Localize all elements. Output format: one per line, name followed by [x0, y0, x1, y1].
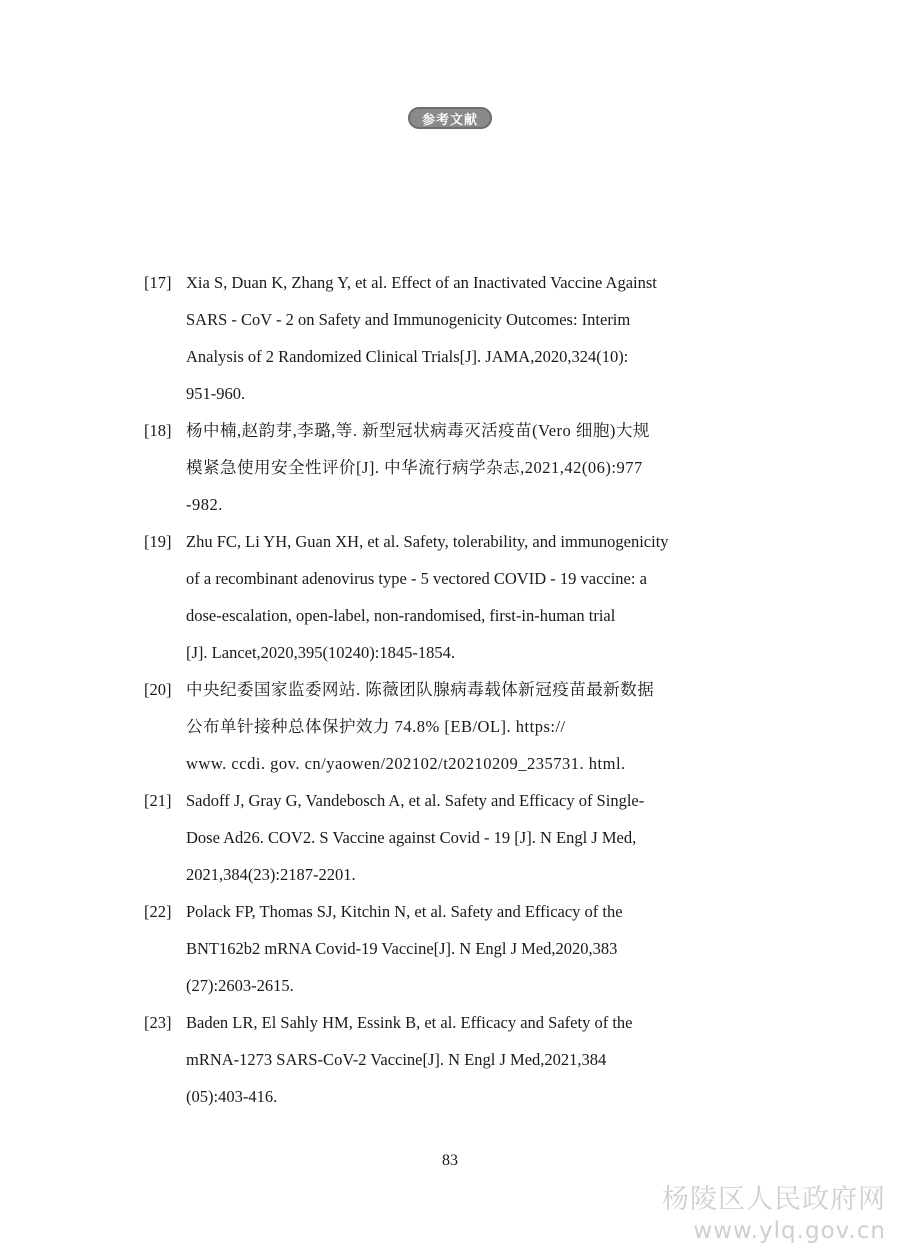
references-header-badge — [408, 107, 492, 129]
reference-line: mRNA-1273 SARS-CoV-2 Vaccine[J]. N Engl J Med,2021,384 — [186, 1050, 607, 1069]
reference-line: (27):2603-2615. — [186, 976, 294, 995]
reference-number: [21] — [144, 791, 172, 810]
reference-line: Dose Ad26. COV2. S Vaccine against Covid - 19 [J]. N Engl J Med, — [186, 828, 637, 847]
watermark-url: www.ylq.gov.cn — [693, 1218, 886, 1244]
reference-line: Xia S, Duan K, Zhang Y, et al. Effect of an Inactivated Vaccine Against — [186, 273, 657, 292]
reference-line: Polack FP, Thomas SJ, Kitchin N, et al. Safety and Efficacy of the — [186, 902, 623, 921]
reference-line: 模紧急使用安全性评价[J]. 中华流行病学杂志,2021,42(06):977 — [186, 458, 643, 477]
references-title: 参考文献 — [421, 112, 478, 128]
reference-line: BNT162b2 mRNA Covid-19 Vaccine[J]. N Engl J Med,2020,383 — [186, 939, 618, 958]
reference-number: [23] — [144, 1013, 172, 1032]
reference-number: [17] — [144, 273, 172, 292]
reference-line: 2021,384(23):2187-2201. — [186, 865, 356, 884]
reference-23 — [144, 1004, 758, 1115]
reference-number: [22] — [144, 902, 172, 921]
reference-number: [19] — [144, 532, 172, 551]
reference-line: SARS - CoV - 2 on Safety and Immunogenicity Outcomes: Interim — [186, 310, 631, 329]
reference-line: (05):403-416. — [186, 1087, 278, 1106]
reference-17 — [144, 264, 758, 412]
reference-line: Baden LR, El Sahly HM, Essink B, et al. Efficacy and Safety of the — [186, 1013, 633, 1032]
reference-21 — [144, 782, 758, 893]
reference-line: [J]. Lancet,2020,395(10240):1845-1854. — [186, 643, 455, 662]
reference-19 — [144, 523, 758, 671]
reference-line: of a recombinant adenovirus type - 5 vectored COVID - 19 vaccine: a — [186, 569, 647, 588]
reference-18 — [144, 412, 758, 523]
reference-line: 中央纪委国家监委网站. 陈薇团队腺病毒载体新冠疫苗最新数据 — [186, 680, 655, 699]
reference-22 — [144, 893, 758, 1004]
reference-number: [20] — [144, 680, 172, 699]
reference-line: -982. — [186, 495, 223, 514]
reference-line: Analysis of 2 Randomized Clinical Trials[J]. JAMA,2020,324(10): — [186, 347, 629, 366]
reference-line: 杨中楠,赵韵芽,李璐,等. 新型冠状病毒灭活疫苗(Vero 细胞)大规 — [186, 421, 650, 440]
reference-line: dose-escalation, open-label, non-randomised, first-in-human trial — [186, 606, 616, 625]
reference-list — [144, 264, 758, 1115]
watermark-name: 杨陵区人民政府网 — [662, 1184, 886, 1215]
reference-line: 公布单针接种总体保护效力 74.8% [EB/OL]. https:// — [186, 717, 566, 736]
reference-line: 951-960. — [186, 384, 246, 403]
page-number: 83 — [442, 1152, 458, 1169]
site-watermark — [662, 1184, 886, 1246]
reference-20 — [144, 671, 758, 782]
reference-number: [18] — [144, 421, 172, 440]
reference-line: Sadoff J, Gray G, Vandebosch A, et al. Safety and Efficacy of Single- — [186, 791, 645, 810]
reference-line: www. ccdi. gov. cn/yaowen/202102/t20210209_235731. html. — [186, 754, 626, 773]
reference-line: Zhu FC, Li YH, Guan XH, et al. Safety, tolerability, and immunogenicity — [186, 532, 669, 551]
